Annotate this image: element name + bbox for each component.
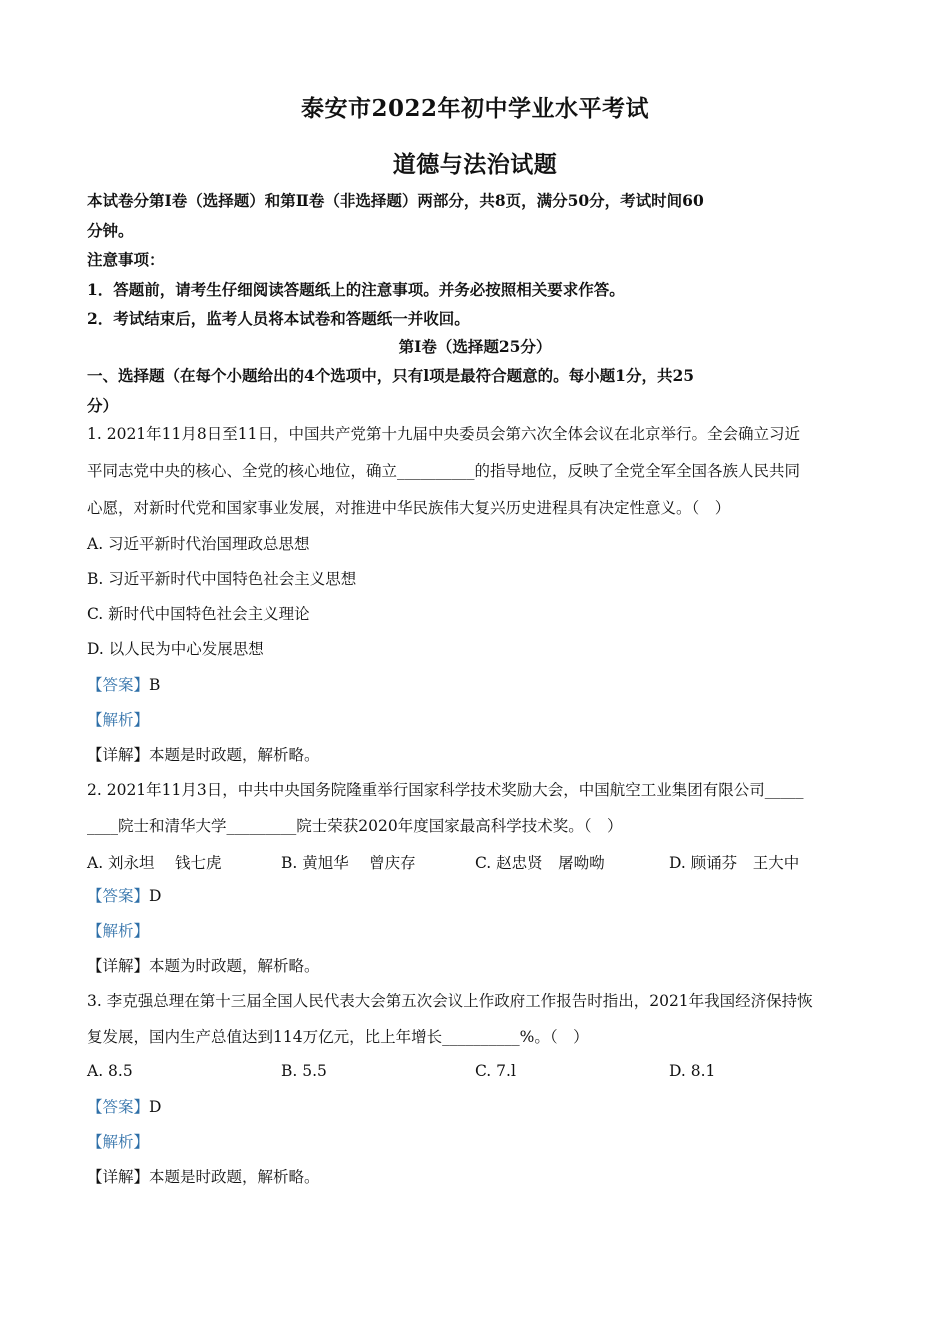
subject-title: 道德与法治试题 [392,151,558,178]
q2-stem-line-1: 2. 2021年11月3日，中共中央国务院隆重举行国家科学技术奖励大会，中国航空工业集团有限公司_____ [87,781,804,799]
detail-text: 本题是时政题，解析略。 [149,746,320,764]
q3-answer [87,1097,863,1117]
q2-detail [87,956,863,976]
part-1-heading: 第Ⅰ卷（选择题25分） [398,337,552,356]
answer-tag: 【答案】 [87,887,150,905]
note-1: 1．答题前，请考生仔细阅读答题纸上的注意事项。并务必按照相关要求作答。 [87,280,625,299]
q1-option-c: C. 新时代中国特色社会主义理论 [87,605,310,623]
q1-option-d: D. 以人民为中心发展思想 [87,640,264,658]
q1-stem-line-1: 1. 2021年11月8日至11日，中国共产党第十九届中央委员会第六次全体会议在北京举行。全会确立习近 [87,425,800,443]
q2-answer [87,886,863,906]
detail-text: 本题为时政题，解析略。 [149,957,320,975]
notes-heading: 注意事项： [87,250,165,269]
q2-option-d: D. 顾诵芬 王大中 [669,854,800,872]
q3-detail [87,1167,863,1187]
detail-tag: 【详解】 [87,746,150,764]
section-1-heading-line-2: 分） [87,396,119,415]
answer-tag: 【答案】 [87,676,150,694]
detail-text: 本题是时政题，解析略。 [149,1168,320,1186]
q3-option-c: C. 7.l [475,1062,516,1080]
intro-line-1: 本试卷分第Ⅰ卷（选择题）和第Ⅱ卷（非选择题）两部分，共8页，满分50分，考试时间60 [87,191,704,210]
exam-title: 泰安市2022年初中学业水平考试 [300,95,649,122]
q1-option-a: A. 习近平新时代治国理政总思想 [87,535,310,553]
q3-option-d: D. 8.1 [669,1062,716,1080]
q2-option-a: A. 刘永坦 钱七虎 [87,854,222,872]
q1-stem-line-3: 心愿，对新时代党和国家事业发展，对推进中华民族伟大复兴历史进程具有决定性意义。（ ） [87,499,731,517]
q1-answer [87,675,863,695]
q2-option-b: B. 黄旭华 曾庆存 [281,854,416,872]
answer-value: D [149,1098,162,1116]
q3-analysis-tag: 【解析】 [87,1133,150,1151]
q2-option-c: C. 赵忠贤 屠呦呦 [475,854,605,872]
q1-analysis-tag: 【解析】 [87,711,150,729]
q1-stem-line-2: 平同志党中央的核心、全党的核心地位，确立__________的指导地位，反映了全党全军全国各族人民共同 [87,462,801,480]
q2-stem-line-2: ____院士和清华大学_________院士荣获2020年度国家最高科学技术奖。（ ） [87,817,623,835]
q1-option-b: B. 习近平新时代中国特色社会主义思想 [87,570,357,588]
detail-tag: 【详解】 [87,957,150,975]
intro-line-2: 分钟。 [87,221,134,240]
q2-analysis-tag: 【解析】 [87,922,150,940]
answer-tag: 【答案】 [87,1098,150,1116]
section-1-heading-line-1: 一、选择题（在每个小题给出的4个选项中，只有l项是最符合题意的。每小题1分，共25 [87,366,695,385]
q3-option-b: B. 5.5 [281,1062,327,1080]
q1-detail [87,745,863,765]
q3-stem-line-1: 3. 李克强总理在第十三届全国人民代表大会第五次会议上作政府工作报告时指出，2021年我国经济保持恢 [87,992,813,1010]
q3-option-a: A. 8.5 [87,1062,133,1080]
answer-value: B [149,676,161,694]
answer-value: D [149,887,162,905]
detail-tag: 【详解】 [87,1168,150,1186]
q3-stem-line-2: 复发展，国内生产总值达到114万亿元，比上年增长__________%。（ ） [87,1028,589,1046]
note-2: 2．考试结束后，监考人员将本试卷和答题纸一并收回。 [87,309,470,328]
